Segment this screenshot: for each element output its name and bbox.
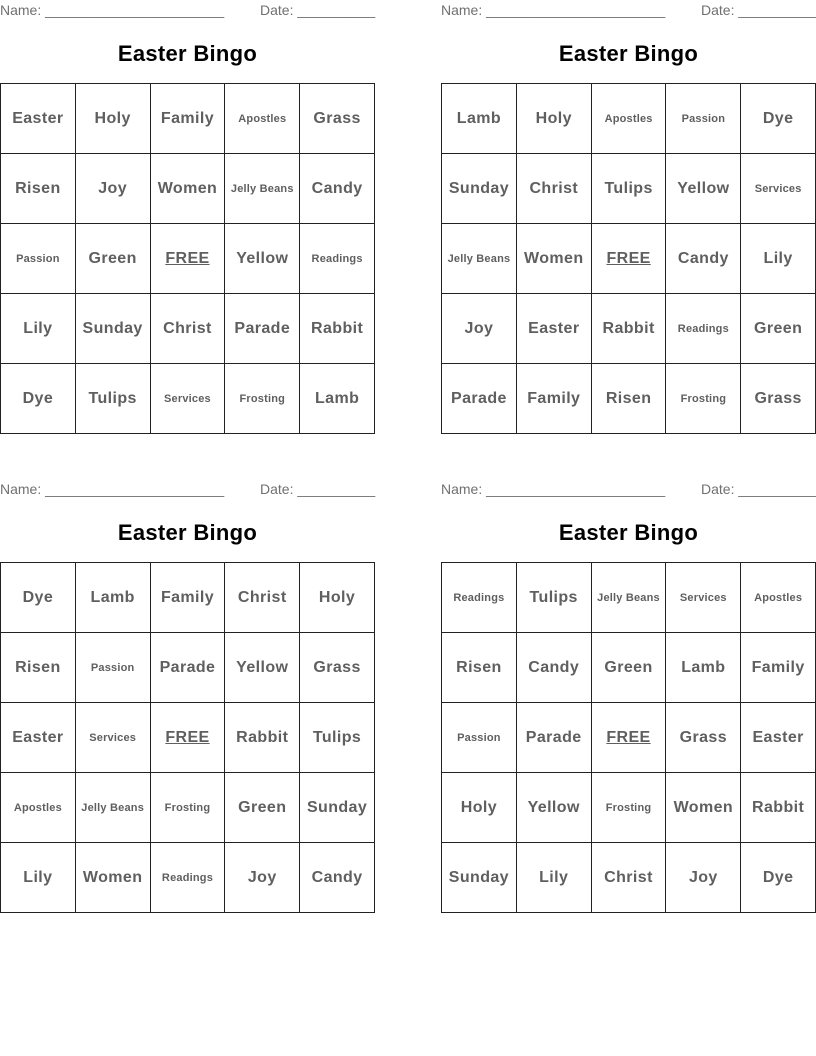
card-title: Easter Bingo	[117, 41, 258, 66]
bingo-cell: Apostles	[1, 773, 76, 843]
bingo-cell: Christ	[516, 154, 591, 224]
free-space-cell: FREE	[150, 703, 225, 773]
bingo-row	[442, 843, 816, 913]
bingo-cell: Parade	[150, 633, 225, 703]
bingo-cell: Family	[516, 364, 591, 434]
bingo-cell: Joy	[666, 843, 741, 913]
bingo-cell: Lily	[741, 224, 816, 294]
bingo-cell: Grass	[300, 633, 375, 703]
bingo-cell: Grass	[300, 84, 375, 154]
bingo-cell: Services	[666, 563, 741, 633]
bingo-cell: Passion	[75, 633, 150, 703]
date-line: Date: __________	[701, 481, 816, 497]
bingo-cell: Joy	[75, 154, 150, 224]
bingo-cell: Dye	[1, 364, 76, 434]
bingo-row	[1, 773, 375, 843]
bingo-cell: Green	[75, 224, 150, 294]
bingo-cell: Dye	[741, 843, 816, 913]
bingo-cell: Lily	[516, 843, 591, 913]
bingo-cell: Jelly Beans	[591, 563, 666, 633]
bingo-cell: Lamb	[442, 84, 517, 154]
bingo-cell: Christ	[225, 563, 300, 633]
bingo-cell: Passion	[442, 703, 517, 773]
bingo-cell: Grass	[666, 703, 741, 773]
bingo-row	[442, 84, 816, 154]
bingo-row	[442, 773, 816, 843]
bingo-cell: Passion	[666, 84, 741, 154]
bingo-cell: Yellow	[225, 224, 300, 294]
bingo-cell: Yellow	[225, 633, 300, 703]
bingo-cell: Readings	[300, 224, 375, 294]
bingo-cell: Risen	[1, 633, 76, 703]
bingo-cell: Parade	[442, 364, 517, 434]
name-line: Name: _______________________	[0, 2, 225, 18]
bingo-cell: Readings	[666, 294, 741, 364]
bingo-cell: Lily	[1, 294, 76, 364]
free-space-cell: FREE	[591, 703, 666, 773]
card-title: Easter Bingo	[558, 520, 699, 545]
bingo-grid	[441, 562, 816, 913]
bingo-cell: Sunday	[442, 154, 517, 224]
bingo-row	[1, 224, 375, 294]
bingo-cell: Joy	[225, 843, 300, 913]
bingo-cell: Jelly Beans	[442, 224, 517, 294]
bingo-cell: Easter	[516, 294, 591, 364]
bingo-cell: Dye	[741, 84, 816, 154]
bingo-cell: Sunday	[300, 773, 375, 843]
bingo-cell: Holy	[516, 84, 591, 154]
bingo-cell: Risen	[591, 364, 666, 434]
bingo-cell: Risen	[1, 154, 76, 224]
card-header	[0, 479, 375, 499]
date-line: Date: __________	[260, 481, 376, 497]
bingo-row	[1, 294, 375, 364]
free-space-cell: FREE	[591, 224, 666, 294]
bingo-cell: Passion	[1, 224, 76, 294]
date-line: Date: __________	[701, 2, 816, 18]
bingo-cell: Apostles	[741, 563, 816, 633]
bingo-row	[442, 364, 816, 434]
card-header	[441, 479, 816, 499]
bingo-cell: Joy	[442, 294, 517, 364]
bingo-cell: Easter	[741, 703, 816, 773]
bingo-cell: Dye	[1, 563, 76, 633]
bingo-row	[1, 364, 375, 434]
card-title: Easter Bingo	[558, 41, 699, 66]
bingo-cell: Candy	[666, 224, 741, 294]
bingo-cell: Women	[75, 843, 150, 913]
bingo-cell: Readings	[442, 563, 517, 633]
bingo-card-4	[441, 479, 816, 914]
bingo-cell: Sunday	[442, 843, 517, 913]
bingo-cell: Women	[666, 773, 741, 843]
bingo-cell: Risen	[442, 633, 517, 703]
bingo-row	[442, 633, 816, 703]
bingo-row	[442, 563, 816, 633]
bingo-cell: Frosting	[591, 773, 666, 843]
bingo-cell: Candy	[300, 154, 375, 224]
bingo-cell: Women	[150, 154, 225, 224]
bingo-cell: Readings	[150, 843, 225, 913]
bingo-cell: Rabbit	[591, 294, 666, 364]
bingo-cell: Rabbit	[300, 294, 375, 364]
bingo-row	[1, 563, 375, 633]
bingo-row	[442, 224, 816, 294]
bingo-cell: Green	[741, 294, 816, 364]
name-line: Name: _______________________	[441, 2, 666, 18]
bingo-grid	[0, 562, 375, 913]
name-line: Name: _______________________	[0, 481, 225, 497]
card-title: Easter Bingo	[117, 520, 258, 545]
bingo-cell: Parade	[516, 703, 591, 773]
bingo-grid	[441, 83, 816, 434]
bingo-row	[1, 154, 375, 224]
bingo-cell: Services	[75, 703, 150, 773]
bingo-row	[442, 294, 816, 364]
bingo-cell: Holy	[442, 773, 517, 843]
bingo-cell: Apostles	[225, 84, 300, 154]
bingo-cell: Christ	[591, 843, 666, 913]
bingo-cell: Holy	[300, 563, 375, 633]
bingo-cell: Tulips	[591, 154, 666, 224]
bingo-cell: Easter	[1, 84, 76, 154]
bingo-cell: Sunday	[75, 294, 150, 364]
bingo-cell: Family	[741, 633, 816, 703]
bingo-cell: Holy	[75, 84, 150, 154]
bingo-cell: Family	[150, 84, 225, 154]
card-header	[0, 0, 375, 20]
free-space-cell: FREE	[150, 224, 225, 294]
bingo-cell: Jelly Beans	[225, 154, 300, 224]
bingo-cell: Parade	[225, 294, 300, 364]
bingo-cell: Candy	[300, 843, 375, 913]
bingo-cell: Tulips	[300, 703, 375, 773]
bingo-cell: Tulips	[75, 364, 150, 434]
bingo-card-3	[0, 479, 375, 914]
bingo-cell: Green	[225, 773, 300, 843]
bingo-cell: Tulips	[516, 563, 591, 633]
bingo-cell: Candy	[516, 633, 591, 703]
bingo-cell: Christ	[150, 294, 225, 364]
bingo-cell: Frosting	[150, 773, 225, 843]
bingo-row	[442, 703, 816, 773]
bingo-cell: Easter	[1, 703, 76, 773]
bingo-row	[442, 154, 816, 224]
bingo-cell: Grass	[741, 364, 816, 434]
bingo-cell: Yellow	[666, 154, 741, 224]
bingo-cell: Services	[741, 154, 816, 224]
bingo-row	[1, 633, 375, 703]
date-line: Date: __________	[260, 2, 376, 18]
name-line: Name: _______________________	[441, 481, 666, 497]
bingo-cell: Services	[150, 364, 225, 434]
bingo-cell: Lamb	[666, 633, 741, 703]
bingo-cell: Rabbit	[225, 703, 300, 773]
bingo-cell: Jelly Beans	[75, 773, 150, 843]
bingo-cell: Lamb	[300, 364, 375, 434]
bingo-cell: Lamb	[75, 563, 150, 633]
bingo-grid	[0, 83, 375, 434]
card-header	[441, 0, 816, 20]
bingo-row	[1, 703, 375, 773]
bingo-cell: Apostles	[591, 84, 666, 154]
bingo-cell: Yellow	[516, 773, 591, 843]
bingo-card-1	[0, 0, 375, 435]
bingo-cell: Frosting	[666, 364, 741, 434]
bingo-cell: Rabbit	[741, 773, 816, 843]
bingo-cell: Lily	[1, 843, 76, 913]
bingo-row	[1, 84, 375, 154]
bingo-cell: Frosting	[225, 364, 300, 434]
bingo-card-2	[441, 0, 816, 435]
bingo-cell: Family	[150, 563, 225, 633]
bingo-cell: Women	[516, 224, 591, 294]
bingo-row	[1, 843, 375, 913]
bingo-cell: Green	[591, 633, 666, 703]
